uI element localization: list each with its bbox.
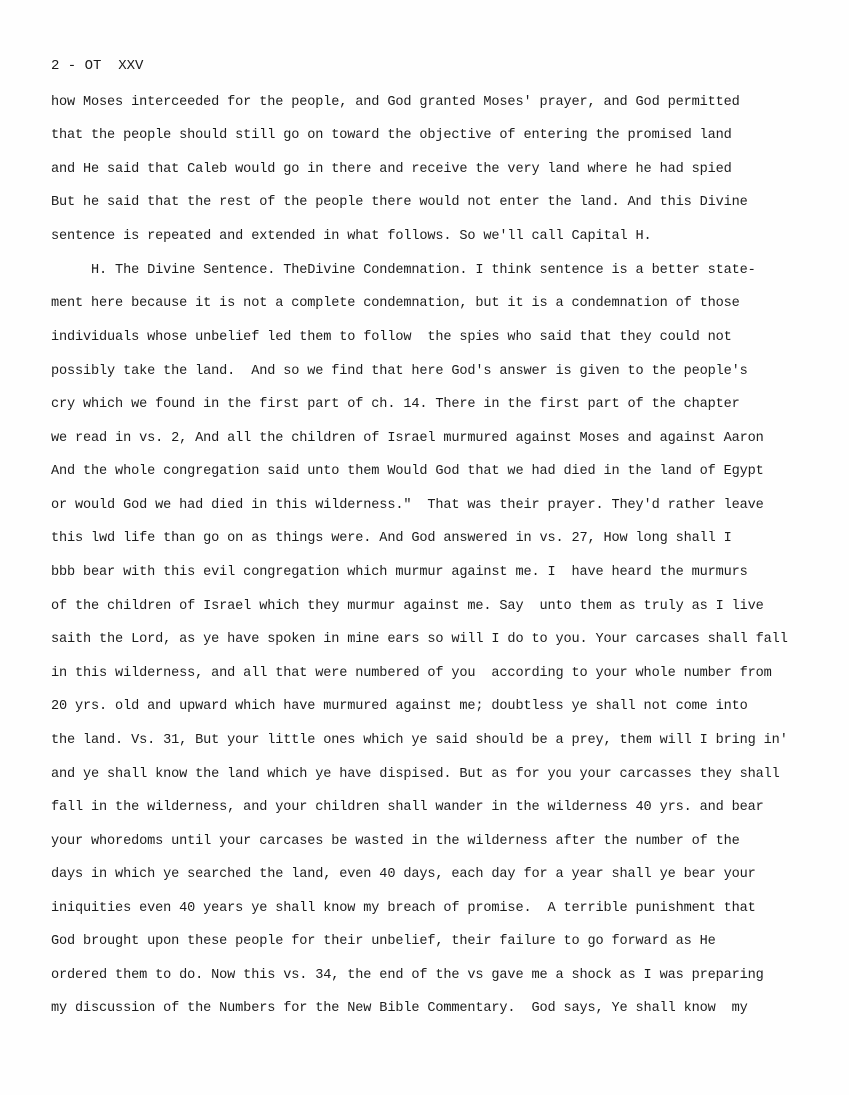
text-line: of the children of Israel which they murmur against me. Say unto them as truly as I live — [51, 599, 764, 614]
text-line: and He said that Caleb would go in there and receive the very land where he had spied — [51, 162, 732, 177]
page-header: 2 - OT XXV — [51, 58, 144, 74]
text-line: in this wilderness, and all that were numbered of you according to your whole number from — [51, 666, 772, 681]
text-line: saith the Lord, as ye have spoken in mine ears so will I do to you. Your carcases shall fall — [51, 632, 788, 647]
text-line: the land. Vs. 31, But your little ones which ye said should be a prey, them will I bring in' — [51, 733, 788, 748]
text-line: your whoredoms until your carcases be wasted in the wilderness after the number of the — [51, 834, 740, 849]
text-line: this lwd life than go on as things were. And God answered in vs. 27, How long shall I — [51, 531, 732, 546]
text-line: my discussion of the Numbers for the New Bible Commentary. God says, Ye shall know my — [51, 1001, 748, 1016]
text-line: cry which we found in the first part of ch. 14. There in the first part of the chapter — [51, 397, 740, 412]
text-line: But he said that the rest of the people there would not enter the land. And this Divine — [51, 195, 748, 210]
text-line: iniquities even 40 years ye shall know my breach of promise. A terrible punishment that — [51, 901, 756, 916]
text-line: fall in the wilderness, and your children shall wander in the wilderness 40 yrs. and bear — [51, 800, 764, 815]
text-line: possibly take the land. And so we find that here God's answer is given to the people's — [51, 364, 748, 379]
text-line: or would God we had died in this wilderness." That was their prayer. They'd rather leave — [51, 498, 764, 513]
text-line: H. The Divine Sentence. TheDivine Condemnation. I think sentence is a better state- — [51, 263, 756, 278]
text-line: God brought upon these people for their unbelief, their failure to go forward as He — [51, 934, 716, 949]
text-line: bbb bear with this evil congregation which murmur against me. I have heard the murmurs — [51, 565, 748, 580]
text-line: and ye shall know the land which ye have dispised. But as for you your carcasses they shall — [51, 767, 780, 782]
text-line: how Moses interceeded for the people, and God granted Moses' prayer, and God permitted — [51, 95, 740, 110]
text-line: we read in vs. 2, And all the children of Israel murmured against Moses and against Aaron — [51, 431, 764, 446]
text-line: days in which ye searched the land, even 40 days, each day for a year shall ye bear your — [51, 867, 756, 882]
text-line: ment here because it is not a complete condemnation, but it is a condemnation of those — [51, 296, 740, 311]
text-line: sentence is repeated and extended in what follows. So we'll call Capital H. — [51, 229, 652, 244]
text-line: individuals whose unbelief led them to follow the spies who said that they could not — [51, 330, 732, 345]
text-line: that the people should still go on toward the objective of entering the promised land — [51, 128, 732, 143]
text-line: And the whole congregation said unto them Would God that we had died in the land of Egypt — [51, 464, 764, 479]
text-line: 20 yrs. old and upward which have murmured against me; doubtless ye shall not come into — [51, 699, 748, 714]
text-line: ordered them to do. Now this vs. 34, the end of the vs gave me a shock as I was preparing — [51, 968, 764, 983]
